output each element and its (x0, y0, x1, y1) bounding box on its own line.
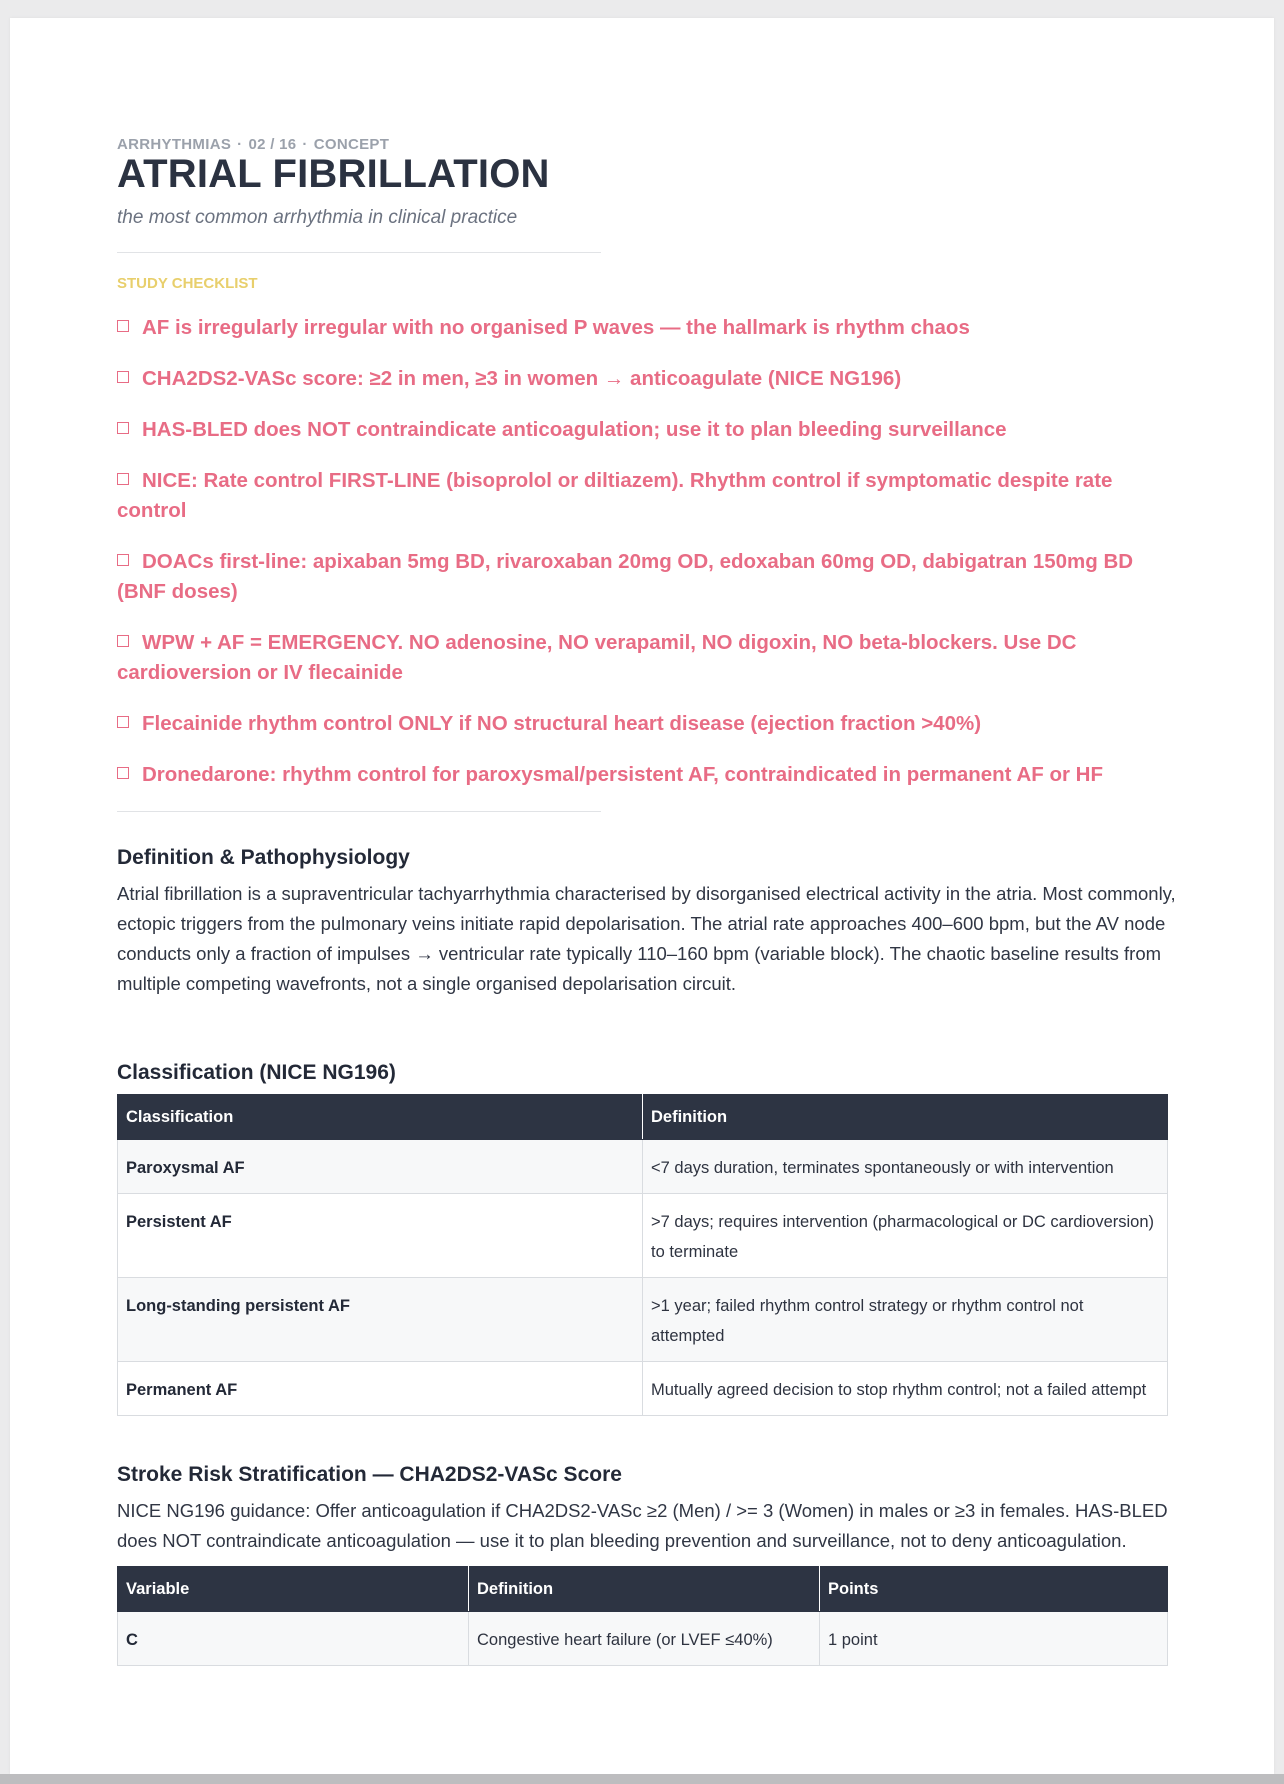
checklist-item-text: Dronedarone: rhythm control for paroxysmal/persistent AF, contraindicated in permanent AF or HF (142, 763, 1103, 786)
table-row (118, 1194, 1168, 1278)
table-row (118, 1612, 1168, 1666)
table-cell: 1 point (820, 1612, 1168, 1666)
table-row (118, 1362, 1168, 1416)
checklist-item-text: DOACs first-line: apixaban 5mg BD, rivaroxaban 20mg OD, edoxaban 60mg OD, dabigatran 150mg BD (BNF doses) (117, 550, 1134, 603)
checklist-label: STUDY CHECKLIST (117, 275, 258, 292)
definition-heading: Definition & Pathophysiology (117, 846, 410, 869)
page-content (117, 118, 1176, 1666)
checklist-item (117, 313, 1176, 343)
classification-heading: Classification (NICE NG196) (117, 1061, 396, 1084)
checkbox-icon[interactable] (117, 716, 129, 728)
checklist-item (117, 760, 1176, 790)
checkbox-icon[interactable] (117, 422, 129, 434)
definition-text: Atrial fibrillation is a supraventricular tachyarrhythmia characterised by disorganised electrical activity in the atria. Most commonly, ectopic triggers from the pulmonary veins initiate rapid depolarisation. The atrial rate approaches 400–600 bpm, but the AV node conducts only a fraction of impulses → ventricular rate typically 110–160 bpm (variable block). The chaotic baseline results from multiple competing wavefronts, not a single organised depolarisation circuit. (117, 883, 1176, 994)
table-header-row (118, 1567, 1168, 1612)
table-cell: C (118, 1612, 469, 1666)
stroke-risk-heading: Stroke Risk Stratification — CHA2DS2-VASc Score (117, 1463, 622, 1486)
table-cell: >7 days; requires intervention (pharmacological or DC cardioversion) to terminate (643, 1194, 1168, 1278)
checklist-item-text: NICE: Rate control FIRST-LINE (bisoprolol or diltiazem). Rhythm control if symptomatic despite rate control (117, 469, 1113, 522)
table-row (118, 1140, 1168, 1194)
column-header: Definition (469, 1567, 820, 1612)
checklist-item-text: AF is irregularly irregular with no organised P waves — the hallmark is rhythm chaos (142, 316, 970, 339)
checklist-item (117, 415, 1176, 445)
checklist-item (117, 466, 1176, 526)
divider (117, 811, 601, 812)
checkbox-icon[interactable] (117, 473, 129, 485)
breadcrumb-section: ARRHYTHMIAS (117, 136, 232, 153)
checkbox-icon[interactable] (117, 767, 129, 779)
scroll-edge-bar (0, 1774, 1284, 1784)
table-cell: Persistent AF (118, 1194, 643, 1278)
checkbox-icon[interactable] (117, 635, 129, 647)
column-header: Points (820, 1567, 1168, 1612)
table-header-row (118, 1095, 1168, 1140)
table-cell: <7 days duration, terminates spontaneously or with intervention (643, 1140, 1168, 1194)
checkbox-icon[interactable] (117, 371, 129, 383)
table-cell: Congestive heart failure (or LVEF ≤40%) (469, 1612, 820, 1666)
stroke-risk-text: NICE NG196 guidance: Offer anticoagulation if CHA2DS2-VASc ≥2 (Men) / >= 3 (Women) in males or ≥3 in females. HAS-BLED does NOT contraindicate anticoagulation — use it to plan bleeding prevention and surveillance, not to deny anticoagulation. (117, 1500, 1168, 1551)
checklist-item (117, 364, 1176, 394)
breadcrumb-kind: CONCEPT (313, 136, 390, 153)
classification-table (117, 1094, 1168, 1416)
table-cell: Long-standing persistent AF (118, 1278, 643, 1362)
table-cell: Mutually agreed decision to stop rhythm control; not a failed attempt (643, 1362, 1168, 1416)
checklist-item-text: WPW + AF = EMERGENCY. NO adenosine, NO verapamil, NO digoxin, NO beta-blockers. Use DC cardioversion or IV flecainide (117, 631, 1077, 684)
breadcrumb-page-number: 02 / 16 (248, 136, 297, 153)
checklist-item-text: HAS-BLED does NOT contraindicate anticoagulation; use it to plan bleeding surveillance (142, 418, 1007, 441)
cha2ds2-vasc-table (117, 1566, 1168, 1666)
table-row (118, 1278, 1168, 1362)
document-page (10, 18, 1274, 1774)
column-header: Definition (643, 1095, 1168, 1140)
checklist-item (117, 547, 1176, 607)
checkbox-icon[interactable] (117, 554, 129, 566)
page-title: ATRIAL FIBRILLATION (117, 152, 550, 196)
table-cell: Paroxysmal AF (118, 1140, 643, 1194)
page-subtitle: the most common arrhythmia in clinical practice (117, 207, 518, 228)
checklist-item-text: CHA2DS2-VASc score: ≥2 in men, ≥3 in women → anticoagulate (NICE NG196) (142, 367, 902, 390)
column-header: Variable (118, 1567, 469, 1612)
table-cell: >1 year; failed rhythm control strategy or rhythm control not attempted (643, 1278, 1168, 1362)
checklist-item-text: Flecainide rhythm control ONLY if NO structural heart disease (ejection fraction >40%) (142, 712, 982, 735)
divider (117, 252, 601, 253)
checkbox-icon[interactable] (117, 320, 129, 332)
study-checklist (117, 313, 1176, 790)
table-cell: Permanent AF (118, 1362, 643, 1416)
checklist-item (117, 709, 1176, 739)
column-header: Classification (118, 1095, 643, 1140)
breadcrumb: ARRHYTHMIAS · 02 / 16 · CONCEPT (117, 136, 390, 153)
checklist-item (117, 628, 1176, 688)
